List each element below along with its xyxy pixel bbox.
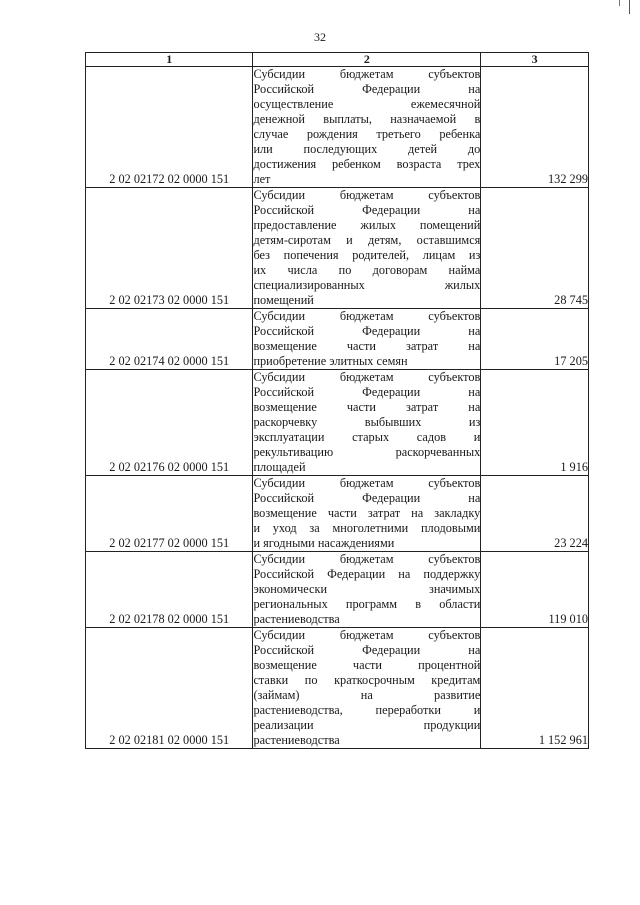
description-line: их числа по договорам найма (253, 263, 481, 277)
description-line: Субсидии бюджетам субъектов (253, 67, 481, 81)
column-header-amount: 3 (481, 53, 589, 67)
description-line: случае рождения третьего ребенка (253, 127, 481, 141)
scan-mark (619, 0, 620, 6)
description-line: Субсидии бюджетам субъектов (253, 552, 481, 566)
amount-value: 17 205 (481, 309, 589, 370)
description-line: Субсидии бюджетам субъектов (253, 476, 481, 490)
table-row (86, 309, 589, 370)
amount-value: 1 916 (481, 370, 589, 476)
description-line: предоставление жилых помещений (253, 218, 481, 232)
amount-value: 132 299 (481, 67, 589, 188)
description-line: растениеводства (253, 612, 340, 626)
description-line: Российской Федерации на (253, 324, 481, 338)
description-line: растениеводства (253, 733, 340, 747)
description-line: Субсидии бюджетам субъектов (253, 628, 481, 642)
description-line: Российской Федерации на поддержку (253, 567, 481, 581)
description-line: возмещение части процентной (253, 658, 481, 672)
description-line: помещений (253, 293, 314, 307)
table-row (86, 67, 589, 188)
table-body (86, 67, 589, 749)
description-line: эксплуатации старых садов и (253, 430, 481, 444)
scan-mark (629, 0, 630, 14)
description-line: возмещение части затрат на (253, 339, 481, 353)
description-line: и ягодными насаждениями (253, 536, 395, 550)
description-line: Российской Федерации на (253, 643, 481, 657)
description-line: без попечения родителей, лицам из (253, 248, 481, 262)
description-line: региональных программ в области (253, 597, 481, 611)
table-row (86, 628, 589, 749)
description-line: реализации продукции (253, 718, 481, 732)
description-line: лет (253, 172, 271, 186)
revenue-description (253, 628, 481, 749)
amount-value: 1 152 961 (481, 628, 589, 749)
description-line: Субсидии бюджетам субъектов (253, 188, 481, 202)
budget-table (85, 52, 589, 749)
classification-code: 2 02 02176 02 0000 151 (86, 370, 253, 476)
description-line: специализированных жилых (253, 278, 481, 292)
column-header-code: 1 (86, 53, 253, 67)
description-line: или последующих детей до (253, 142, 481, 156)
page-number: 32 (314, 30, 326, 44)
classification-code: 2 02 02172 02 0000 151 (86, 67, 253, 188)
table-row (86, 552, 589, 628)
description-line: рекультивацию раскорчеванных (253, 445, 481, 459)
description-line: и уход за многолетними плодовыми (253, 521, 481, 535)
description-line: (займам) на развитие (253, 688, 481, 702)
classification-code: 2 02 02173 02 0000 151 (86, 188, 253, 309)
description-line: денежной выплаты, назначаемой в (253, 112, 481, 126)
description-line: приобретение элитных семян (253, 354, 408, 368)
classification-code: 2 02 02178 02 0000 151 (86, 552, 253, 628)
description-line: детям-сиротам и детям, оставшимся (253, 233, 481, 247)
revenue-description (253, 552, 481, 628)
description-line: экономически значимых (253, 582, 481, 596)
table-row (86, 476, 589, 552)
description-line: Субсидии бюджетам субъектов (253, 370, 481, 384)
description-line: осуществление ежемесячной (253, 97, 481, 111)
revenue-description (253, 309, 481, 370)
table-row (86, 188, 589, 309)
description-line: Субсидии бюджетам субъектов (253, 309, 481, 323)
table-row (86, 370, 589, 476)
description-line: Российской Федерации на (253, 385, 481, 399)
description-line: достижения ребенком возраста трех (253, 157, 481, 171)
description-line: возмещение части затрат на закладку (253, 506, 481, 520)
revenue-description (253, 370, 481, 476)
description-line: раскорчевку выбывших из (253, 415, 481, 429)
table-header-row (86, 53, 589, 67)
description-line: площадей (253, 460, 306, 474)
description-line: ставки по краткосрочным кредитам (253, 673, 481, 687)
revenue-description (253, 67, 481, 188)
column-header-description: 2 (253, 53, 481, 67)
description-line: возмещение части затрат на (253, 400, 481, 414)
description-line: Российской Федерации на (253, 203, 481, 217)
description-line: Российской Федерации на (253, 491, 481, 505)
amount-value: 119 010 (481, 552, 589, 628)
classification-code: 2 02 02181 02 0000 151 (86, 628, 253, 749)
amount-value: 28 745 (481, 188, 589, 309)
revenue-description (253, 188, 481, 309)
classification-code: 2 02 02177 02 0000 151 (86, 476, 253, 552)
description-line: Российской Федерации на (253, 82, 481, 96)
revenue-description (253, 476, 481, 552)
classification-code: 2 02 02174 02 0000 151 (86, 309, 253, 370)
amount-value: 23 224 (481, 476, 589, 552)
description-line: растениеводства, переработки и (253, 703, 481, 717)
